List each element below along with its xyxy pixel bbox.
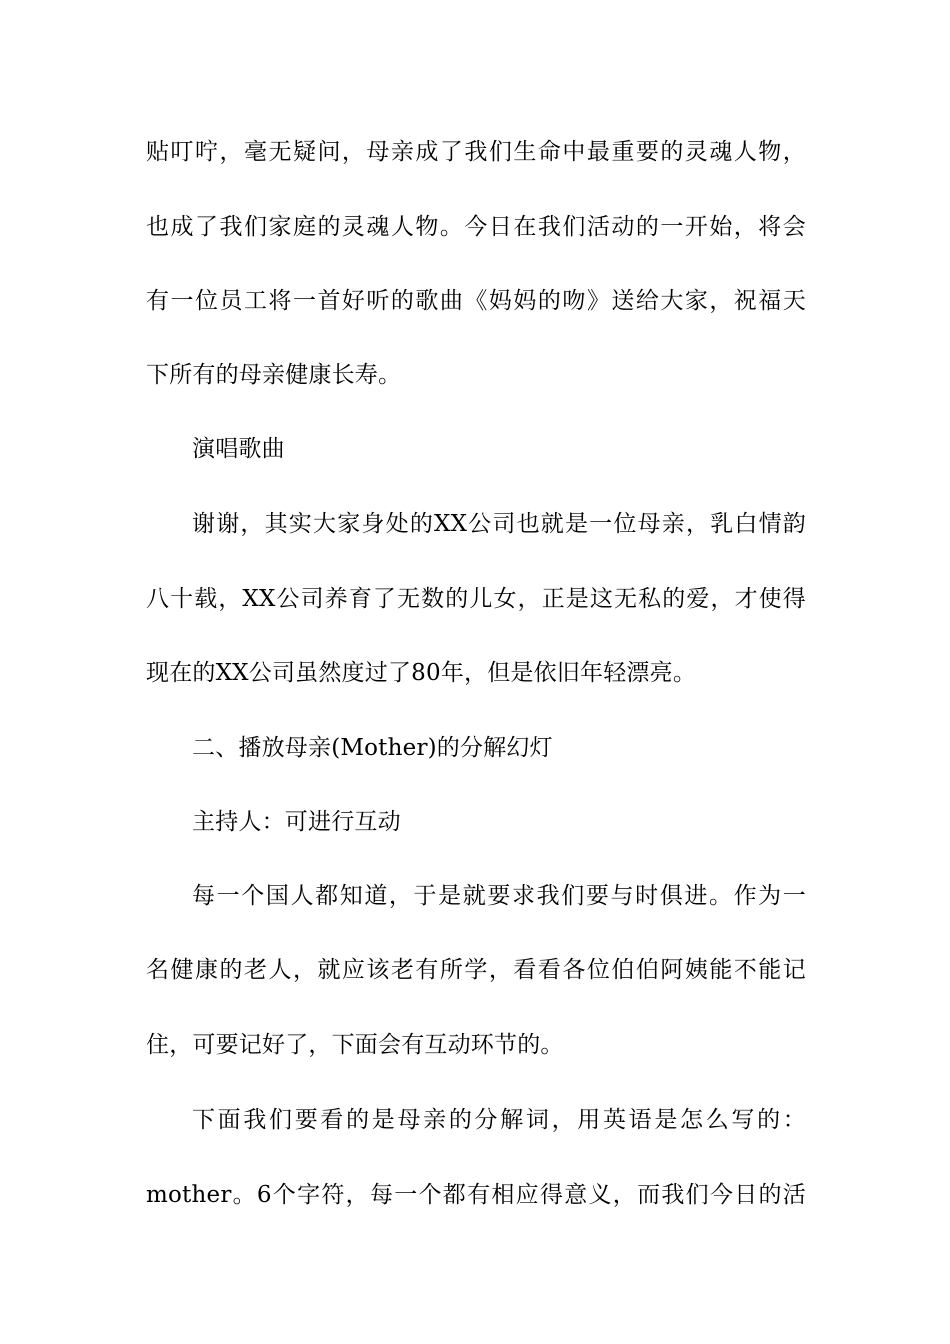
text-line-6: 谢谢，其实大家身处的XX公司也就是一位母亲，乳白情韵 (192, 511, 806, 537)
text-line-3: 有一位员工将一首好听的歌曲《妈妈的吻》送给大家，祝福天 (146, 288, 806, 314)
text-line-2: 也成了我们家庭的灵魂人物。今日在我们活动的一开始，将会 (146, 214, 806, 240)
text-line-12: 名健康的老人，就应该老有所学，看看各位伯伯阿姨能不能记 (146, 957, 806, 983)
text-line-8: 现在的XX公司虽然度过了80年，但是依旧年轻漂亮。 (146, 660, 697, 686)
text-line-4: 下所有的母亲健康长寿。 (146, 362, 402, 388)
host-note: 主持人：可进行互动 (192, 809, 401, 835)
text-line-7: 八十载，XX公司养育了无数的儿女，正是这无私的爱，才使得 (146, 586, 806, 612)
section-heading-slideshow: 二、播放母亲(Mother)的分解幻灯 (192, 735, 553, 761)
text-line-1: 贴叮咛，毫无疑问，母亲成了我们生命中最重要的灵魂人物， (146, 139, 806, 165)
text-line-15: mother。6个字符，每一个都有相应得意义，而我们今日的活 (146, 1182, 806, 1208)
text-line-14: 下面我们要看的是母亲的分解词，用英语是怎么写的： (192, 1107, 806, 1133)
text-line-11: 每一个国人都知道，于是就要求我们要与时俱进。作为一 (192, 883, 806, 909)
section-heading-singing: 演唱歌曲 (192, 436, 285, 462)
text-line-13: 住，可要记好了，下面会有互动环节的。 (146, 1032, 564, 1058)
